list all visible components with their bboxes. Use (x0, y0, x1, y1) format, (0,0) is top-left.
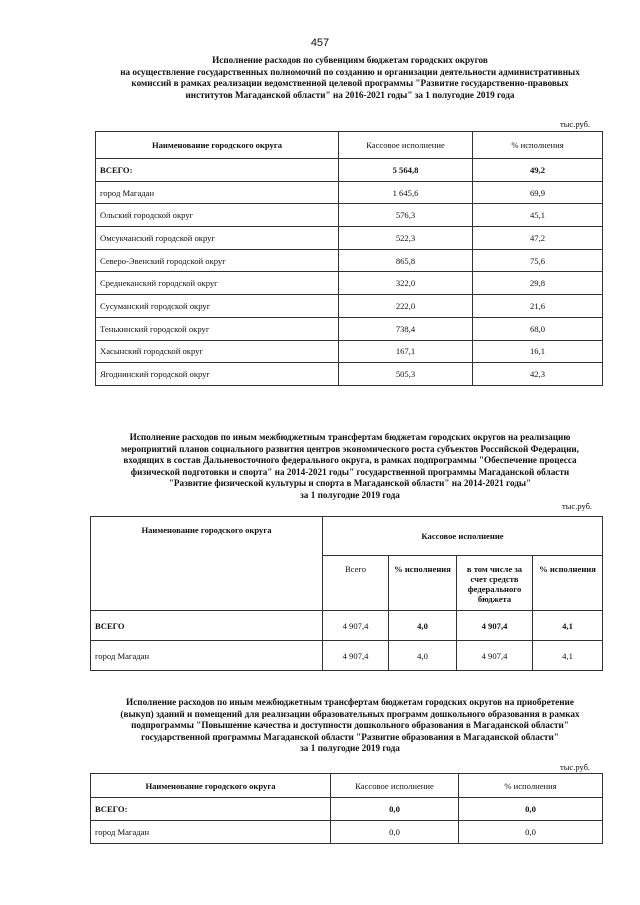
cell-name: Тенькинский городской округ (96, 317, 339, 340)
cell-federal: 4 907,4 (457, 641, 533, 671)
cell-name: ВСЕГО: (91, 798, 331, 821)
subheader-federal: в том числе за счет средств федерального бюджета (457, 556, 533, 611)
cell-name: Сусуманский городской округ (96, 295, 339, 318)
unit-label: тыс.руб. (562, 501, 593, 511)
cell-percent: 0,0 (459, 798, 603, 821)
header-name: Наименование городского округа (96, 132, 339, 159)
section3-title (80, 697, 620, 755)
unit-label: тыс.руб. (560, 119, 591, 129)
cell-name: Омсукчанский городской округ (96, 227, 339, 250)
header-name: Наименование городского округа (91, 774, 331, 798)
cell-cash: 576,3 (339, 204, 473, 227)
cell-percent: 0,0 (459, 821, 603, 844)
cell-name: Хасынский городской округ (96, 340, 339, 363)
cell-cash: 738,4 (339, 317, 473, 340)
cell-percent: 16,1 (473, 340, 603, 363)
cell-cash: 0,0 (331, 798, 459, 821)
cell-name: Ольский городской округ (96, 204, 339, 227)
cell-federal-percent: 4,1 (533, 641, 603, 671)
cell-percent: 42,3 (473, 363, 603, 386)
cell-percent: 69,9 (473, 181, 603, 204)
table-row (96, 295, 603, 318)
cell-percent: 4,0 (389, 611, 457, 641)
cell-name: ВСЕГО: (96, 159, 339, 182)
cell-percent: 4,0 (389, 641, 457, 671)
cell-percent: 45,1 (473, 204, 603, 227)
title-line: Исполнение расходов по иным межбюджетным трансфертам бюджетам городских округов на приобретение (126, 697, 574, 707)
table-row (96, 227, 603, 250)
cell-name: ВСЕГО (91, 611, 323, 641)
title-line: Исполнение расходов по иным межбюджетным трансфертам бюджетам городских округов на реализацию (129, 432, 571, 442)
cell-cash: 167,1 (339, 340, 473, 363)
title-line: на осуществление государственных полномочий по созданию и организации деятельности административных (120, 66, 580, 77)
cell-percent: 75,6 (473, 249, 603, 272)
cell-name: город Магадан (96, 181, 339, 204)
title-line: подпрограммы "Повышение качества и доступности дошкольного образования в Магаданской области" (131, 720, 569, 730)
cell-cash: 5 564,8 (339, 159, 473, 182)
title-line: институтов Магаданской области" на 2016-2021 годы" за 1 полугодие 2019 года (185, 89, 515, 100)
header-percent: % исполнения (473, 132, 603, 159)
table-row (91, 821, 603, 844)
table-row (96, 181, 603, 204)
cell-cash: 865,8 (339, 249, 473, 272)
title-line: комиссий в рамках реализации ведомственной целевой программы "Развитие государственно-правовых (131, 78, 569, 88)
table-row (91, 798, 603, 821)
section1-title (80, 55, 620, 101)
cell-name: Северо-Эвенский городской округ (96, 249, 339, 272)
table-row (96, 159, 603, 182)
title-line: за 1 полугодие 2019 года (300, 743, 400, 753)
section1-table (95, 131, 603, 386)
title-line: мероприятий планов социального развития центров экономического роста субъектов Российской Федерации, (121, 443, 579, 454)
cell-cash: 1 645,6 (339, 181, 473, 204)
table-row (96, 272, 603, 295)
section3-table (90, 773, 603, 844)
cell-cash: 222,0 (339, 295, 473, 318)
header-cash: Кассовое исполнение (331, 774, 459, 798)
cell-name: Ягоднинский городской округ (96, 363, 339, 386)
cell-name: город Магадан (91, 641, 323, 671)
cell-total: 4 907,4 (323, 611, 389, 641)
page-number: 457 (310, 37, 330, 49)
table-header (96, 132, 603, 159)
subheader-percent: % исполнения (389, 556, 457, 611)
table-row (96, 340, 603, 363)
title-line: "Развитие физической культуры и спорта в Магаданской области" на 2014-2021 годы" (168, 478, 532, 488)
cell-percent: 68,0 (473, 317, 603, 340)
header-cash-group: Кассовое исполнение (323, 517, 603, 556)
section2-title (80, 432, 620, 501)
table-row (96, 317, 603, 340)
subheader-total: Всего (323, 556, 389, 611)
cell-cash: 322,0 (339, 272, 473, 295)
title-line: Исполнение расходов по субвенциям бюджетам городских округов (212, 55, 488, 65)
header-cash: Кассовое исполнение (339, 132, 473, 159)
title-line: (выкуп) зданий и помещений для реализации образовательных программ дошкольного образования в рамках (120, 708, 580, 719)
cell-percent: 49,2 (473, 159, 603, 182)
table-row (91, 611, 603, 641)
title-line: физической подготовки и спорта" на 2014-2021 годы" государственной программы Магаданской области (130, 466, 570, 477)
cell-percent: 29,8 (473, 272, 603, 295)
cell-percent: 47,2 (473, 227, 603, 250)
cell-name: город Магадан (91, 821, 331, 844)
header-percent: % исполнения (459, 774, 603, 798)
cell-federal: 4 907,4 (457, 611, 533, 641)
cell-cash: 522,3 (339, 227, 473, 250)
cell-total: 4 907,4 (323, 641, 389, 671)
title-line: государственной программы Магаданской области "Развитие образования в Магаданской области" (141, 731, 559, 742)
title-line: за 1 полугодие 2019 года (300, 489, 400, 500)
section2-table (90, 516, 603, 671)
cell-name: Среднеканский городской округ (96, 272, 339, 295)
table-row (96, 204, 603, 227)
cell-cash: 0,0 (331, 821, 459, 844)
unit-label: тыс.руб. (560, 762, 591, 772)
subheader-federal-percent: % исполнения (533, 556, 603, 611)
title-line: входящих в состав Дальневосточного федерального округа, в рамках подпрограммы "Обеспечение процесса (123, 455, 577, 465)
header-name: Наименование городского округа (91, 517, 323, 611)
cell-percent: 21,6 (473, 295, 603, 318)
table-row (96, 363, 603, 386)
table-row (91, 641, 603, 671)
table-row (96, 249, 603, 272)
cell-cash: 505,3 (339, 363, 473, 386)
cell-federal-percent: 4,1 (533, 611, 603, 641)
